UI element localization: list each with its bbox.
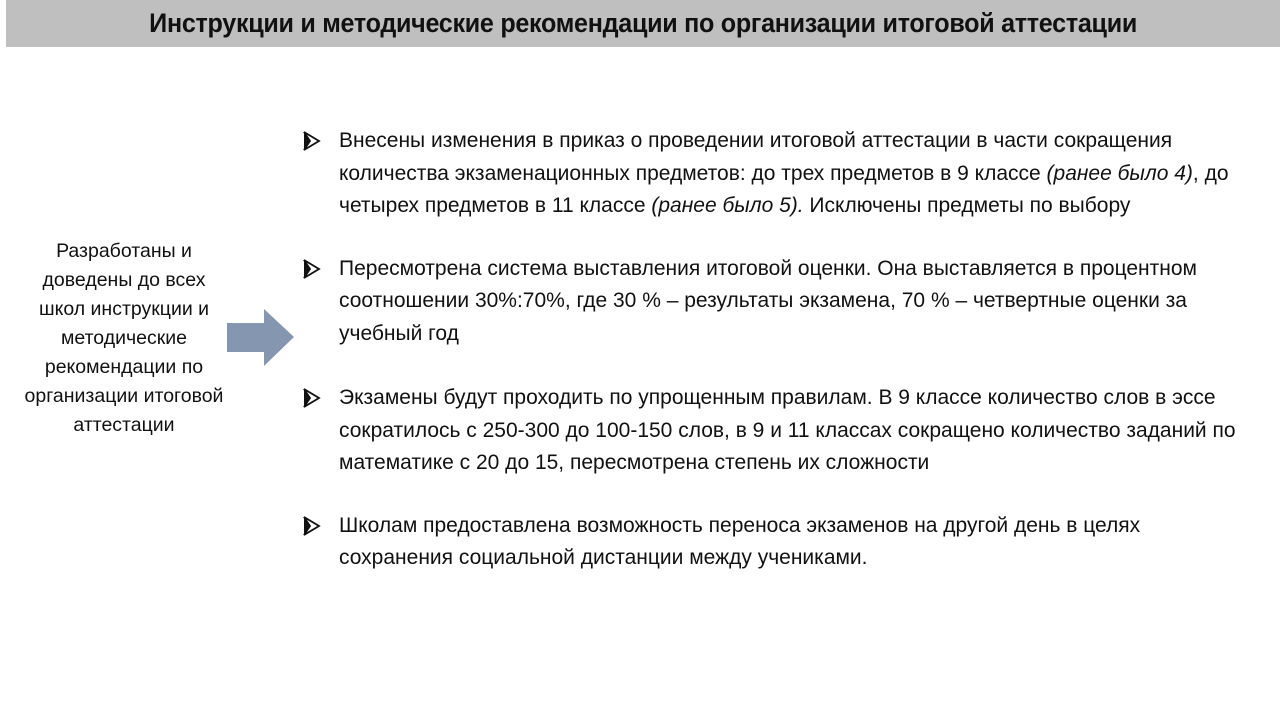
bullet-text: Пересмотрена система выставления итоговой оценки. Она выставляется в процентном соотношении 30%:70%, где 30 % – результаты экзамена, 70 % – четвертные оценки за учебный год (339, 256, 1197, 345)
arrowhead-bullet-icon (302, 257, 322, 281)
bullet-item-reschedule (302, 510, 1242, 575)
title-bar (6, 0, 1280, 47)
page-title: Инструкции и методические рекомендации по организации итоговой аттестации (149, 8, 1137, 38)
bullet-text: Экзамены будут проходить по упрощенным правилам. В 9 классе количество слов в эссе сократилось с 250-300 до 100-150 слов, в 9 и 11 классах сокращено количество заданий по математике с 20 до 15, пересмотрена степень их сложности (339, 386, 1236, 474)
bullet-note-italic: (ранее было 5). (651, 194, 804, 217)
bullet-item-exam-subjects (302, 125, 1242, 223)
arrowhead-bullet-icon (302, 386, 322, 410)
bullet-note-italic: (ранее было 4) (1046, 161, 1193, 185)
bullet-text: Школам предоставлена возможность переноса экзаменов на другой день в целях сохранения социальной дистанции между учениками. (339, 513, 1141, 569)
bullet-item-simplified-rules (302, 382, 1242, 480)
bullet-text: Внесены изменения в приказ о проведении итоговой аттестации в части сокращения количества экзаменационных предметов: до трех предметов в 9 классе (339, 129, 1173, 185)
bullet-list (302, 125, 1242, 575)
bullet-text: Исключены предметы по выбору (803, 194, 1131, 217)
bullet-text: , до четырех предметов в 11 классе (339, 161, 1229, 217)
summary-text: Разработаны и доведены до всех школ инструкции и методические рекомендации по организации итоговой аттестации (24, 240, 224, 436)
arrowhead-bullet-icon (302, 129, 322, 153)
arrowhead-bullet-icon (302, 514, 322, 538)
bullet-item-grading (302, 253, 1242, 351)
right-arrow-icon (226, 308, 296, 368)
